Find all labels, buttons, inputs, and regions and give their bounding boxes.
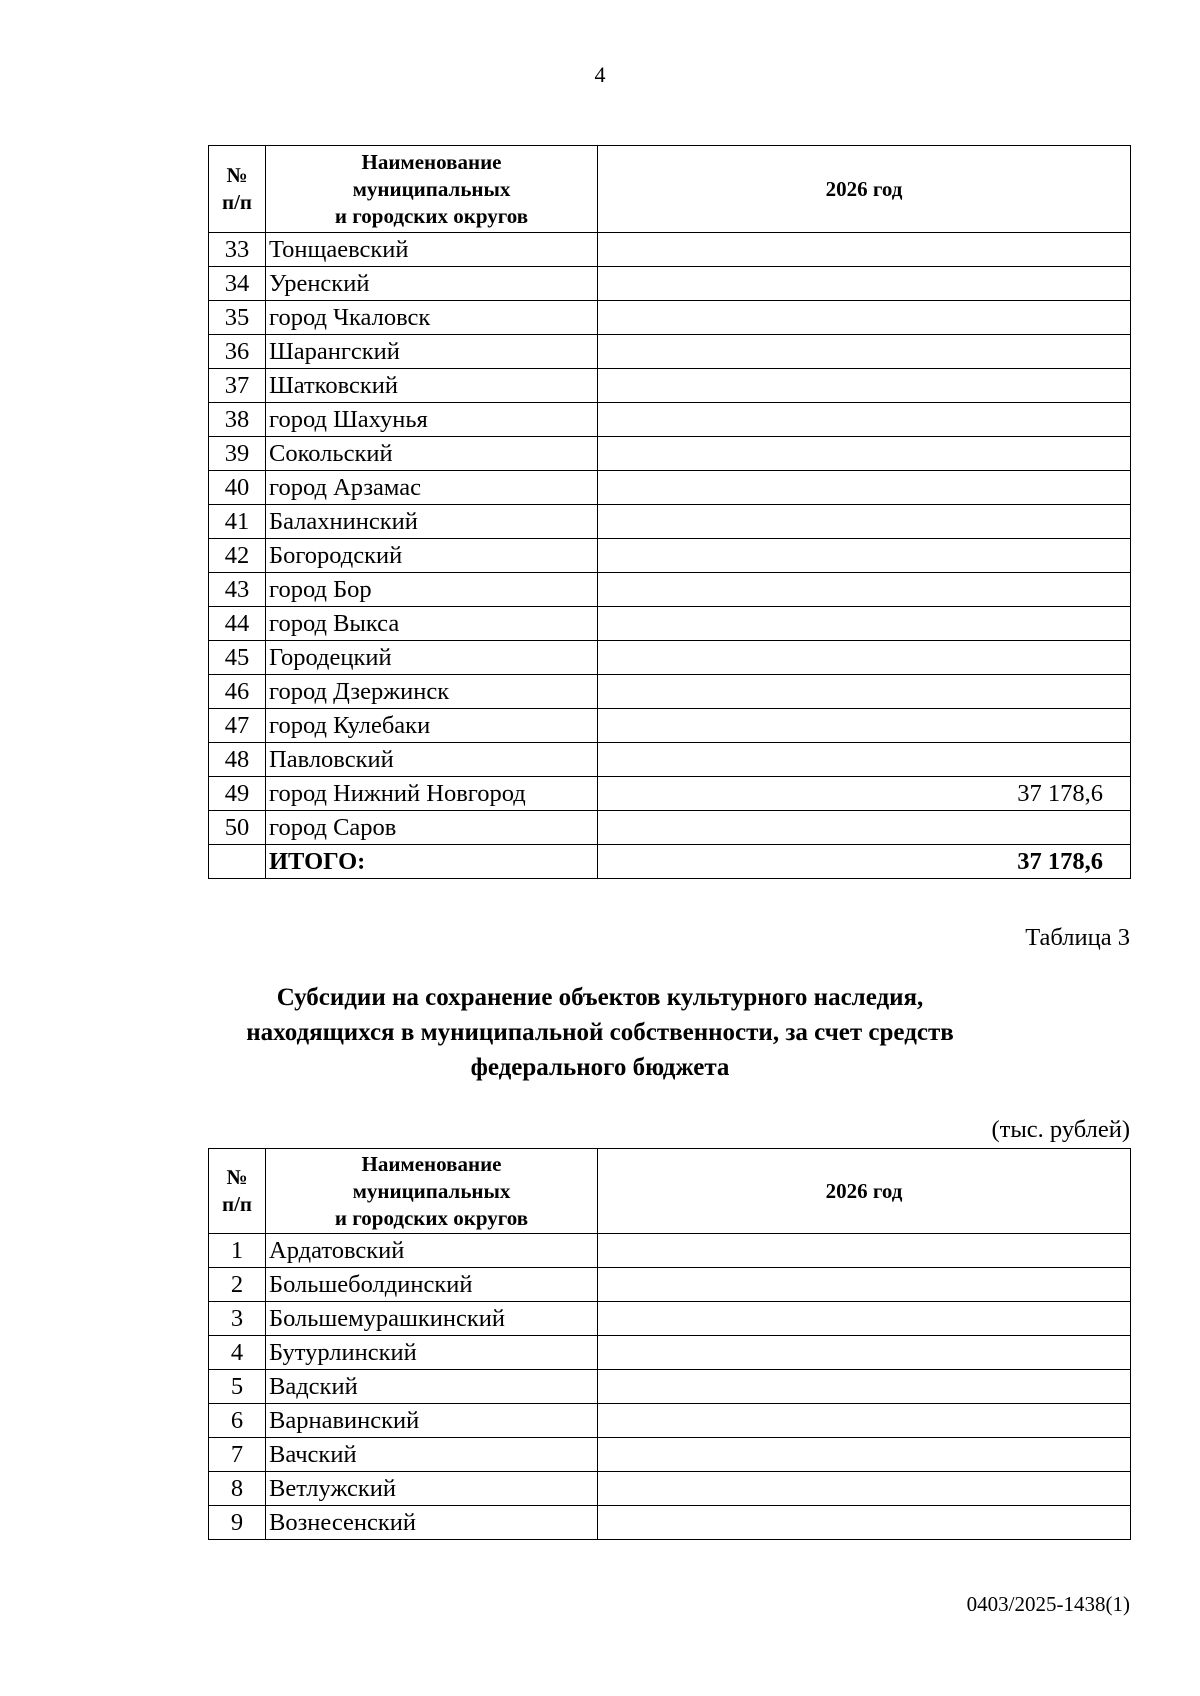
header-num-line: п/п xyxy=(221,190,253,214)
header-num xyxy=(209,146,266,233)
row-name: Ветлужский xyxy=(266,1472,598,1506)
table-row xyxy=(209,1506,1131,1540)
table-row xyxy=(209,607,1131,641)
row-value xyxy=(598,641,1131,675)
total-label: ИТОГО: xyxy=(266,845,598,879)
row-name: город Дзержинск xyxy=(266,675,598,709)
header-name-line: и городских округов xyxy=(334,203,529,228)
table-row xyxy=(209,1268,1131,1302)
row-name: город Выкса xyxy=(266,607,598,641)
row-name: город Чкаловск xyxy=(266,301,598,335)
row-number: 50 xyxy=(209,811,266,845)
row-name: город Шахунья xyxy=(266,403,598,437)
row-name: Вадский xyxy=(266,1370,598,1404)
row-number: 38 xyxy=(209,403,266,437)
row-number: 3 xyxy=(209,1302,266,1336)
table-row xyxy=(209,675,1131,709)
header-name-line: Наименование xyxy=(361,149,502,174)
header-name-line: и городских округов xyxy=(334,1205,529,1230)
row-name: город Нижний Новгород xyxy=(266,777,598,811)
header-name xyxy=(266,1149,598,1234)
header-num-line: № xyxy=(226,163,248,187)
row-name: Ардатовский xyxy=(266,1234,598,1268)
document-code: 0403/2025-1438(1) xyxy=(966,1592,1130,1616)
row-name: Варнавинский xyxy=(266,1404,598,1438)
row-value xyxy=(598,1472,1131,1506)
row-value xyxy=(598,369,1131,403)
table-3 xyxy=(208,1148,1131,1540)
table-row xyxy=(209,1234,1131,1268)
row-name: Вознесенский xyxy=(266,1506,598,1540)
table-row xyxy=(209,403,1131,437)
row-number: 8 xyxy=(209,1472,266,1506)
row-value xyxy=(598,267,1131,301)
table-row xyxy=(209,437,1131,471)
table-row xyxy=(209,471,1131,505)
row-number: 47 xyxy=(209,709,266,743)
row-number: 39 xyxy=(209,437,266,471)
section-title-line: федерального бюджета xyxy=(470,1054,730,1081)
header-name-line: муниципальных xyxy=(352,1178,511,1203)
row-name: Шатковский xyxy=(266,369,598,403)
row-number: 41 xyxy=(209,505,266,539)
row-number: 9 xyxy=(209,1506,266,1540)
row-value xyxy=(598,743,1131,777)
row-number: 35 xyxy=(209,301,266,335)
row-name: Большеболдинский xyxy=(266,1268,598,1302)
section-title-line: Субсидии на сохранение объектов культурного наследия, xyxy=(276,984,924,1011)
row-name: Бутурлинский xyxy=(266,1336,598,1370)
table-row xyxy=(209,267,1131,301)
page-number: 4 xyxy=(594,62,606,87)
table-row xyxy=(209,539,1131,573)
total-value: 37 178,6 xyxy=(598,845,1131,879)
table-row xyxy=(209,743,1131,777)
row-number: 36 xyxy=(209,335,266,369)
table-row xyxy=(209,1472,1131,1506)
row-name: Богородский xyxy=(266,539,598,573)
row-value xyxy=(598,471,1131,505)
row-value xyxy=(598,1404,1131,1438)
table-row xyxy=(209,641,1131,675)
row-value xyxy=(598,437,1131,471)
row-number: 5 xyxy=(209,1370,266,1404)
table-row xyxy=(209,505,1131,539)
table-row xyxy=(209,233,1131,267)
row-number: 45 xyxy=(209,641,266,675)
row-number: 42 xyxy=(209,539,266,573)
row-number: 6 xyxy=(209,1404,266,1438)
row-value xyxy=(598,1302,1131,1336)
row-value xyxy=(598,607,1131,641)
row-value xyxy=(598,301,1131,335)
row-number: 7 xyxy=(209,1438,266,1472)
header-value: 2026 год xyxy=(598,1149,1131,1234)
table-row xyxy=(209,777,1131,811)
row-value xyxy=(598,1438,1131,1472)
table-row xyxy=(209,369,1131,403)
row-name: Вачский xyxy=(266,1438,598,1472)
table-row xyxy=(209,1438,1131,1472)
row-name: Сокольский xyxy=(266,437,598,471)
header-name xyxy=(266,146,598,233)
row-name: Уренский xyxy=(266,267,598,301)
row-value xyxy=(598,233,1131,267)
row-value: 37 178,6 xyxy=(598,777,1131,811)
header-value: 2026 год xyxy=(598,146,1131,233)
row-value xyxy=(598,675,1131,709)
unit-label: (тыс. рублей) xyxy=(991,1116,1130,1143)
row-value xyxy=(598,1370,1131,1404)
row-value xyxy=(598,709,1131,743)
row-name: Большемурашкинский xyxy=(266,1302,598,1336)
row-number: 33 xyxy=(209,233,266,267)
table-row xyxy=(209,573,1131,607)
table-row xyxy=(209,301,1131,335)
row-value xyxy=(598,1506,1131,1540)
table-row xyxy=(209,1370,1131,1404)
row-number: 2 xyxy=(209,1268,266,1302)
section-title-line: находящихся в муниципальной собственности, за счет средств xyxy=(246,1019,954,1046)
table-row xyxy=(209,811,1131,845)
row-number: 44 xyxy=(209,607,266,641)
row-value xyxy=(598,1336,1131,1370)
row-name: город Арзамас xyxy=(266,471,598,505)
table-row xyxy=(209,709,1131,743)
header-num xyxy=(209,1149,266,1234)
row-value xyxy=(598,335,1131,369)
header-num-line: № xyxy=(226,1165,248,1189)
row-value xyxy=(598,1234,1131,1268)
row-number: 34 xyxy=(209,267,266,301)
row-name: город Кулебаки xyxy=(266,709,598,743)
row-name: город Саров xyxy=(266,811,598,845)
row-name: Городецкий xyxy=(266,641,598,675)
row-value xyxy=(598,539,1131,573)
header-name-line: Наименование xyxy=(361,1151,502,1176)
total-row xyxy=(209,845,1131,879)
row-number: 40 xyxy=(209,471,266,505)
table-header-row xyxy=(209,1149,1131,1234)
row-number: 37 xyxy=(209,369,266,403)
table-row xyxy=(209,1404,1131,1438)
row-name: Тонщаевский xyxy=(266,233,598,267)
row-number: 43 xyxy=(209,573,266,607)
row-name: Шарангский xyxy=(266,335,598,369)
table-header-row xyxy=(209,146,1131,233)
table-label: Таблица 3 xyxy=(1025,924,1130,951)
row-number: 1 xyxy=(209,1234,266,1268)
table-row xyxy=(209,1302,1131,1336)
header-num-line: п/п xyxy=(221,1192,253,1216)
header-name-line: муниципальных xyxy=(352,176,511,201)
row-name: Павловский xyxy=(266,743,598,777)
row-value xyxy=(598,1268,1131,1302)
row-number: 49 xyxy=(209,777,266,811)
row-number: 48 xyxy=(209,743,266,777)
section-title xyxy=(0,980,1200,1085)
row-value xyxy=(598,505,1131,539)
total-empty-cell xyxy=(209,845,266,879)
row-name: город Бор xyxy=(266,573,598,607)
table-row xyxy=(209,335,1131,369)
table-1 xyxy=(208,145,1131,879)
row-value xyxy=(598,403,1131,437)
row-number: 46 xyxy=(209,675,266,709)
row-name: Балахнинский xyxy=(266,505,598,539)
row-value xyxy=(598,811,1131,845)
row-number: 4 xyxy=(209,1336,266,1370)
row-value xyxy=(598,573,1131,607)
table-row xyxy=(209,1336,1131,1370)
